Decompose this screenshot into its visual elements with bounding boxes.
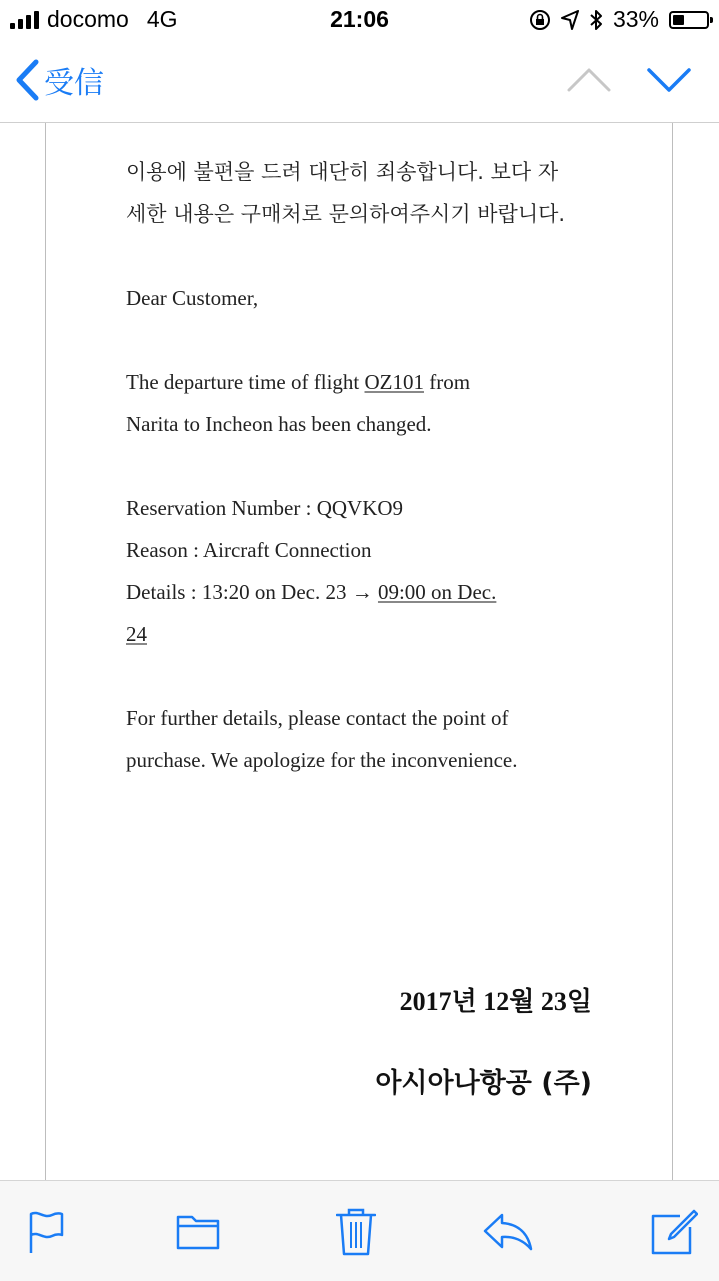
korean-apology-line-1: 이용에 불편을 드려 대단히 죄송합니다. 보다 자 — [126, 160, 559, 184]
departure-prefix: The departure time of flight — [126, 370, 360, 394]
next-message-button[interactable] — [645, 60, 693, 105]
compose-icon — [650, 1209, 698, 1255]
battery-percent: 33% — [612, 6, 659, 32]
bottom-toolbar — [0, 1180, 719, 1281]
details-prefix: Details : 13:20 on Dec. 23 → — [126, 580, 373, 604]
reservation-number: Reservation Number : QQVKO9 — [126, 496, 404, 520]
signature-date: 2017년 12월 23일 — [399, 987, 592, 1016]
flag-icon — [28, 1211, 66, 1255]
compose-button[interactable] — [650, 1209, 698, 1260]
battery-icon — [669, 11, 709, 29]
korean-apology-line-2: 세한 내용은 구매처로 문의하여주시기 바랍니다. — [126, 202, 566, 226]
navigation-bar — [0, 40, 719, 123]
closing-line-2: purchase. We apologize for the inconvenience. — [126, 748, 518, 772]
message-body — [126, 151, 606, 781]
battery-level-fill — [673, 15, 684, 25]
details-line-2 — [126, 613, 606, 655]
status-right — [529, 6, 709, 33]
clock: 21:06 — [330, 6, 389, 32]
message-content — [45, 123, 673, 1180]
folder-icon — [176, 1211, 220, 1251]
status-bar — [0, 0, 719, 40]
reply-icon — [482, 1211, 534, 1251]
move-to-folder-button[interactable] — [176, 1211, 220, 1256]
chevron-up-icon — [565, 60, 613, 100]
bluetooth-icon — [589, 9, 603, 31]
back-label: 受信 — [44, 67, 104, 100]
reason: Reason : Aircraft Connection — [126, 538, 372, 562]
departure-line-1 — [126, 361, 606, 403]
rotation-lock-icon — [529, 9, 551, 31]
closing-line-1: For further details, please contact the point of — [126, 706, 509, 730]
flag-button[interactable] — [28, 1211, 66, 1260]
trash-button[interactable] — [336, 1208, 376, 1261]
greeting: Dear Customer, — [126, 286, 259, 310]
network-type: 4G — [146, 6, 178, 32]
details-line — [126, 571, 606, 613]
trash-icon — [336, 1208, 376, 1256]
new-time-link[interactable]: 09:00 on Dec. — [377, 580, 497, 604]
signature-company: 아시아나항공 (주) — [375, 1068, 592, 1099]
flight-number-link[interactable]: OZ101 — [364, 370, 424, 394]
battery-cap — [710, 17, 713, 23]
location-arrow-icon — [561, 10, 579, 30]
previous-message-button[interactable] — [565, 60, 613, 105]
back-button[interactable] — [14, 58, 104, 102]
departure-from: from — [429, 370, 471, 394]
carrier-name: docomo — [47, 6, 129, 32]
reply-button[interactable] — [482, 1211, 534, 1256]
new-day-link[interactable]: 24 — [126, 622, 147, 646]
departure-line-2: Narita to Incheon has been changed. — [126, 412, 432, 436]
chevron-down-icon — [645, 60, 693, 100]
chevron-left-icon — [14, 58, 40, 102]
